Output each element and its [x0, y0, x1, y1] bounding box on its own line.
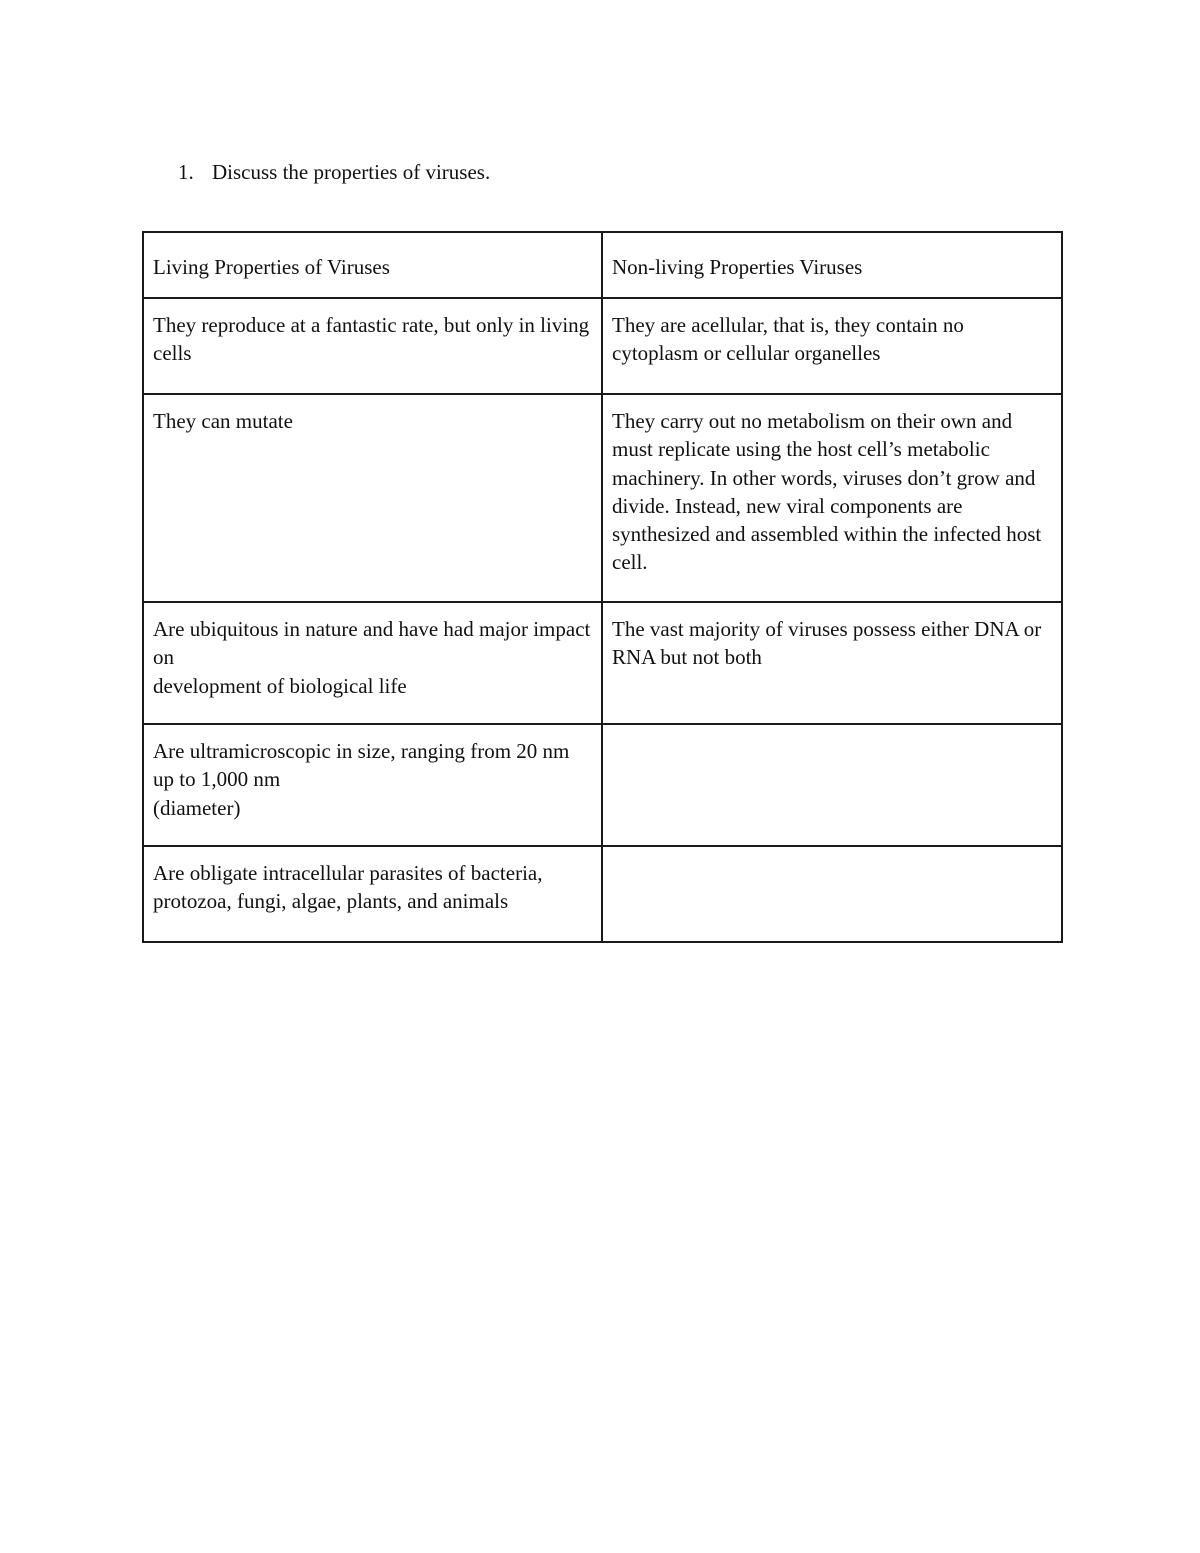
- properties-table: [142, 231, 1063, 943]
- non-living-property-cell: [602, 724, 1062, 846]
- living-property-cell: Are obligate intracellular parasites of bacteria, protozoa, fungi, algae, plants, and animals: [143, 846, 602, 942]
- question-number: 1.: [178, 160, 194, 184]
- header-living-properties: Living Properties of Viruses: [143, 232, 602, 298]
- table-row: [143, 602, 1062, 724]
- table-header-row: [143, 232, 1062, 298]
- table-row: [143, 394, 1062, 602]
- living-property-cell: Are ultramicroscopic in size, ranging from 20 nm up to 1,000 nm (diameter): [143, 724, 602, 846]
- table-row: [143, 724, 1062, 846]
- header-non-living-properties: Non-living Properties Viruses: [602, 232, 1062, 298]
- non-living-property-cell: They carry out no metabolism on their own and must replicate using the host cell’s metabolic machinery. In other words, viruses don’t grow and divide. Instead, new viral components are synthesized and assembled within the infected host cell.: [602, 394, 1062, 602]
- table-row: [143, 298, 1062, 394]
- non-living-property-cell: The vast majority of viruses possess either DNA or RNA but not both: [602, 602, 1062, 724]
- question-text: Discuss the properties of viruses.: [212, 160, 491, 184]
- non-living-property-cell: They are acellular, that is, they contain no cytoplasm or cellular organelles: [602, 298, 1062, 394]
- table-row: [143, 846, 1062, 942]
- living-property-cell: Are ubiquitous in nature and have had major impact on development of biological life: [143, 602, 602, 724]
- question-item: [178, 158, 490, 186]
- living-property-cell: They can mutate: [143, 394, 602, 602]
- non-living-property-cell: [602, 846, 1062, 942]
- living-property-cell: They reproduce at a fantastic rate, but only in living cells: [143, 298, 602, 394]
